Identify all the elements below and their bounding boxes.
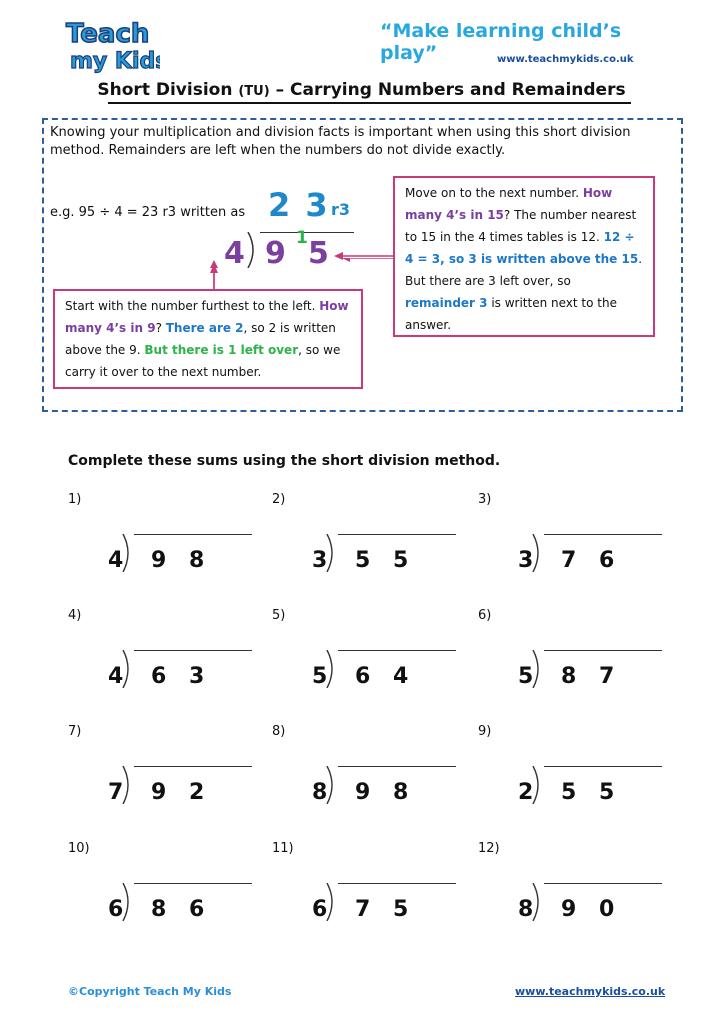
division-bar [338, 650, 456, 651]
right-callout-text-2: How many 4’s in 15 [405, 186, 613, 222]
divisor: 8 [518, 897, 534, 922]
example-quotient: 2 3 [268, 186, 330, 224]
right-callout-arrow [330, 250, 400, 262]
left-callout-text-2: How many 4’s in 9 [65, 299, 349, 335]
dividend-ones: 5 [393, 548, 409, 573]
division-bracket [531, 534, 545, 572]
left-callout [53, 289, 363, 389]
problem-number: 7) [68, 724, 82, 739]
problem-number: 4) [68, 608, 82, 623]
division-problem [312, 766, 462, 816]
division-bracket [325, 534, 339, 572]
division-bar [338, 883, 456, 884]
dividend-tens: 8 [151, 897, 167, 922]
left-callout-text-7: , so we carry it over to the next number. [65, 343, 341, 379]
problem-number: 3) [478, 492, 492, 507]
dividend-ones: 0 [599, 897, 615, 922]
divisor: 6 [312, 897, 328, 922]
title-main: Short Division [97, 80, 233, 100]
problem-number: 6) [478, 608, 492, 623]
example-divisor: 4 [224, 236, 245, 271]
division-problem [312, 650, 462, 700]
left-callout-text-1: Start with the number furthest to the left. [65, 299, 316, 313]
dividend-tens: 9 [151, 548, 167, 573]
divisor: 7 [108, 780, 124, 805]
right-callout-text-1: Move on to the next number. [405, 186, 583, 200]
title-rest: – Carrying Numbers and Remainders [275, 80, 626, 100]
division-bracket [325, 650, 339, 688]
dividend-ones: 4 [393, 664, 409, 689]
tagline: “Make learning child’s play” [380, 20, 622, 64]
right-callout [393, 176, 655, 337]
division-bar [134, 650, 252, 651]
division-bracket [121, 766, 135, 804]
left-callout-text-5: , so 2 is written above the 9. [65, 321, 336, 357]
left-callout-text-3: ? [155, 321, 166, 335]
problem-number: 12) [478, 841, 500, 856]
divisor: 3 [312, 548, 328, 573]
division-bar [544, 650, 662, 651]
problem-number: 11) [272, 841, 294, 856]
footer-website-link[interactable]: www.teachmykids.co.uk [515, 985, 666, 998]
dividend-ones: 5 [599, 780, 615, 805]
divisor: 8 [312, 780, 328, 805]
division-bracket [325, 883, 339, 921]
divisor: 6 [108, 897, 124, 922]
division-problem [518, 883, 668, 933]
title-tu: (TU) [238, 84, 270, 99]
right-callout-text-5: . But there are 3 left over, so [405, 252, 643, 288]
dividend-ones: 8 [393, 780, 409, 805]
division-problem [312, 883, 462, 933]
dividend-tens: 9 [355, 780, 371, 805]
right-callout-text-7: is written next to the answer. [405, 296, 617, 332]
problem-number: 1) [68, 492, 82, 507]
division-bracket [531, 650, 545, 688]
division-problem [518, 534, 668, 584]
division-bar [544, 534, 662, 535]
title-underline [108, 102, 631, 104]
logo-text-teach: Teach [66, 19, 150, 49]
divisor: 2 [518, 780, 534, 805]
problem-number: 10) [68, 841, 90, 856]
problem-number: 8) [272, 724, 286, 739]
teach-my-kids-logo [62, 14, 160, 74]
division-problem [108, 534, 258, 584]
left-callout-text-4: There are 2 [165, 321, 244, 335]
example-ones-digit: 5 [308, 236, 329, 271]
example-tens-digit: 9 [265, 236, 286, 271]
footer-copyright: ©Copyright Teach My Kids [68, 985, 232, 998]
divisor: 3 [518, 548, 534, 573]
problem-number: 9) [478, 724, 492, 739]
division-bar [134, 534, 252, 535]
dividend-ones: 8 [189, 548, 205, 573]
division-problem [518, 766, 668, 816]
header-website: www.teachmykids.co.uk [497, 54, 634, 65]
problem-number: 5) [272, 608, 286, 623]
division-bar [134, 766, 252, 767]
dividend-tens: 6 [151, 664, 167, 689]
dividend-tens: 9 [151, 780, 167, 805]
division-bracket [121, 650, 135, 688]
division-bracket [121, 883, 135, 921]
dividend-tens: 9 [561, 897, 577, 922]
example-equation: e.g. 95 ÷ 4 = 23 r3 written as [50, 205, 246, 220]
example-remainder: r3 [331, 200, 351, 219]
dividend-ones: 6 [189, 897, 205, 922]
division-problem [108, 650, 258, 700]
divisor: 5 [518, 664, 534, 689]
right-callout-text-3: ? The number nearest to 15 in the 4 times tables is 12. [405, 208, 637, 244]
problem-number: 2) [272, 492, 286, 507]
divisor: 4 [108, 548, 124, 573]
division-problem [108, 883, 258, 933]
division-problem [108, 766, 258, 816]
divisor: 5 [312, 664, 328, 689]
dividend-tens: 5 [355, 548, 371, 573]
dividend-ones: 3 [189, 664, 205, 689]
logo-text-mykids: my Kids [70, 49, 160, 74]
dividend-ones: 5 [393, 897, 409, 922]
page-title [0, 80, 723, 100]
division-bracket [325, 766, 339, 804]
division-problem [312, 534, 462, 584]
dividend-tens: 8 [561, 664, 577, 689]
division-bracket [531, 766, 545, 804]
division-bar [338, 534, 456, 535]
division-bar [134, 883, 252, 884]
division-bracket [531, 883, 545, 921]
dividend-tens: 6 [355, 664, 371, 689]
intro-text: Knowing your multiplication and division facts is important when using this short division method. Remainders are left when the numbers do not divide exactly. [50, 125, 631, 158]
dividend-ones: 6 [599, 548, 615, 573]
dividend-tens: 5 [561, 780, 577, 805]
division-bracket [121, 534, 135, 572]
left-callout-arrow [208, 262, 220, 292]
dividend-ones: 7 [599, 664, 615, 689]
instruction: Complete these sums using the short division method. [68, 453, 501, 469]
example-carry-digit: 1 [296, 228, 308, 248]
right-callout-text-4: 12 ÷ 4 = 3, so 3 is written above the 15 [405, 230, 639, 266]
left-callout-text-6: But there is 1 left over [144, 343, 299, 357]
dividend-tens: 7 [561, 548, 577, 573]
division-bar [544, 883, 662, 884]
division-bar [544, 766, 662, 767]
dividend-tens: 7 [355, 897, 371, 922]
division-bar [338, 766, 456, 767]
divisor: 4 [108, 664, 124, 689]
right-callout-text-6: remainder 3 [405, 296, 488, 310]
dividend-ones: 2 [189, 780, 205, 805]
division-problem [518, 650, 668, 700]
